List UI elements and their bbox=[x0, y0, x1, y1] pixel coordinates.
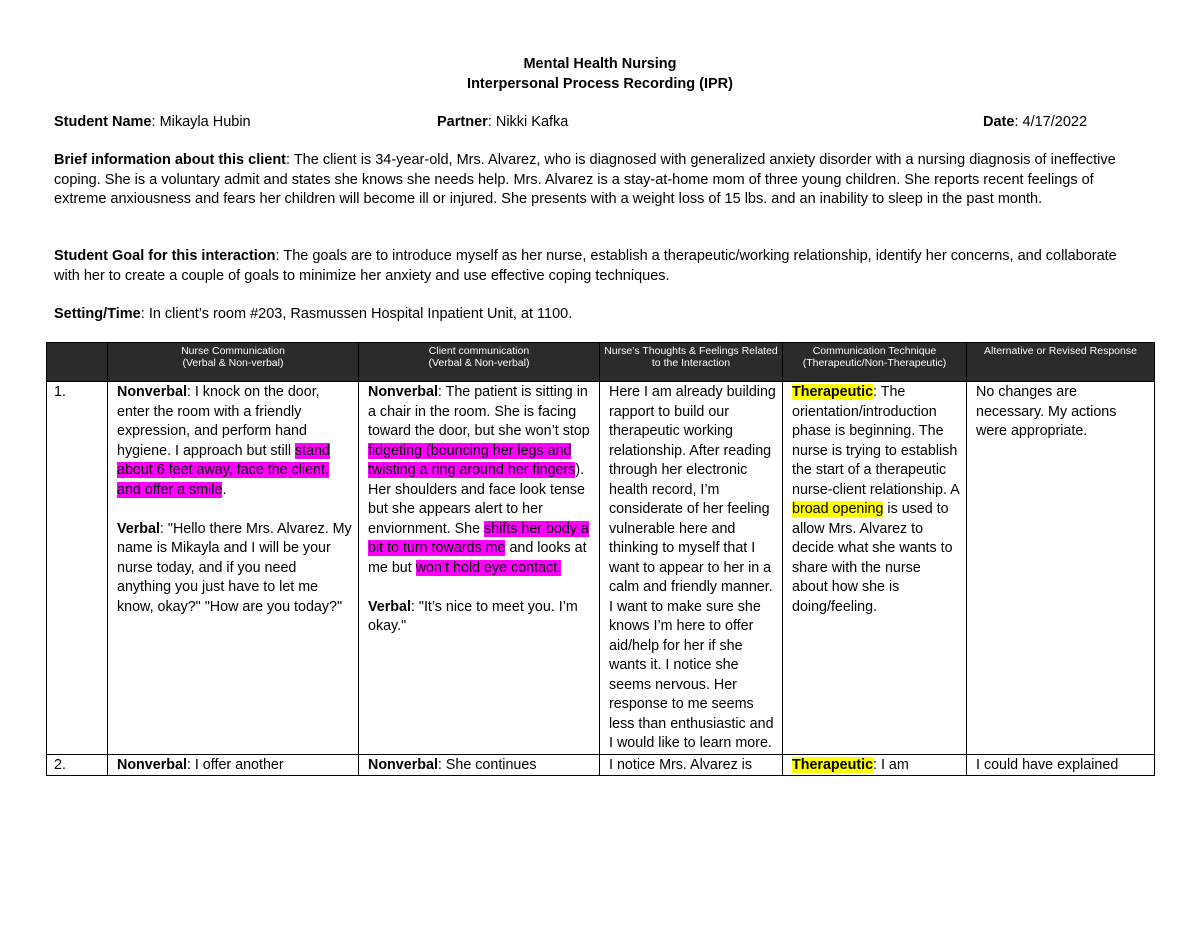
alternative-response-cell: I could have explained bbox=[967, 754, 1155, 776]
client-nonverbal-highlight-shifts: shifts her body a bit to turn towards me bbox=[368, 520, 589, 556]
document-subtitle: Interpersonal Process Recording (IPR) bbox=[467, 76, 733, 92]
student-name-line: Student Name: Mikayla Hubin bbox=[54, 114, 251, 130]
setting-time-paragraph: Setting/Time: In client’s room #203, Rasmussen Hospital Inpatient Unit, at 1100. bbox=[54, 306, 573, 322]
client-communication-cell bbox=[359, 382, 600, 755]
document-title: Mental Health Nursing bbox=[523, 56, 677, 72]
row-number: 1. bbox=[47, 382, 108, 755]
header-client-communication-title: Client communication bbox=[428, 345, 530, 357]
header-nurse-thoughts-title: Nurse’s Thoughts & Feelings Related to the Interaction bbox=[604, 345, 778, 369]
communication-technique-cell bbox=[783, 754, 967, 776]
nurse-communication-cell bbox=[108, 754, 359, 776]
nurse-nonverbal-end: . bbox=[222, 481, 227, 498]
nurse-communication-cell bbox=[108, 382, 359, 755]
student-goal-label: Student Goal for this interaction bbox=[54, 248, 276, 264]
header-number bbox=[47, 343, 108, 382]
technique-text-2: is used to allow Mrs. Alvarez to decide what she wants to share with the nurse about how she is doing/feeling. bbox=[792, 501, 953, 615]
client-nonverbal-text: : She continues bbox=[437, 756, 537, 773]
partner-name: Nikki Kafka bbox=[495, 114, 569, 130]
header-client-communication bbox=[359, 343, 600, 382]
client-nonverbal-text-2: ). Her shoulders and face look tense but she appears alert to her enviornment. She bbox=[368, 462, 585, 537]
client-nonverbal-highlight-eye-contact: won’t hold eye contact. bbox=[415, 559, 562, 576]
partner-label: Partner bbox=[437, 114, 488, 130]
client-verbal bbox=[368, 598, 593, 637]
nurse-verbal bbox=[117, 520, 352, 618]
client-nonverbal bbox=[368, 383, 593, 578]
technique-text: : I am bbox=[873, 756, 909, 773]
setting-time-label: Setting/Time bbox=[54, 306, 141, 322]
student-goal-text: The goals are to introduce myself as her nurse, establish a therapeutic/working relationship, identify her concerns, and collaborate with her to create a couple of goals to minimize her anxiety and use effective coping techniques. bbox=[54, 248, 1117, 284]
header-client-communication-sub: (Verbal & Non-verbal) bbox=[428, 357, 530, 369]
header-nurse-communication-title: Nurse Communication bbox=[181, 345, 285, 357]
client-nonverbal-text-3: and looks at me but bbox=[368, 540, 587, 576]
technique-text: : The orientation/introduction phase is beginning. The nurse is trying to establish the start of a therapeutic nurse-client relationship. A bbox=[792, 384, 959, 498]
brief-info-paragraph: Brief information about this client: The client is 34-year-old, Mrs. Alvarez, who is diagnosed with generalized anxiety disorder with a nursing diagnosis of ineffective coping. She is a voluntary admit and states she knows she needs help. Mrs. Alvarez is a stay-at-home mom of three young children. She reports recent feelings of extreme anxiousness and fears her children will become ill or injured. She presents with a weight loss of 15 lbs. and an inability to sleep in the past month. bbox=[54, 152, 1116, 208]
nurse-verbal-label: Verbal bbox=[117, 520, 160, 537]
nurse-verbal-text: : "Hello there Mrs. Alvarez. My name is Mikayla and I will be your nurse today, and if you need anything you just have to let me know, okay?" "How are you today?" bbox=[117, 520, 352, 615]
header-communication-technique bbox=[783, 343, 967, 382]
nurse-nonverbal-highlight: stand about 6 feet away, face the client, and offer a smile bbox=[117, 442, 331, 498]
row-number: 2. bbox=[47, 754, 108, 776]
client-verbal-text: : "It’s nice to meet you. I’m okay." bbox=[368, 598, 578, 634]
nurse-nonverbal bbox=[117, 383, 352, 500]
communication-technique-cell bbox=[783, 382, 967, 755]
date-label: Date bbox=[983, 114, 1015, 130]
nurse-thoughts-cell: I notice Mrs. Alvarez is bbox=[600, 754, 783, 776]
nurse-nonverbal-text: : I offer another bbox=[186, 756, 284, 773]
technique-label-highlight: Therapeutic bbox=[792, 384, 874, 400]
nurse-nonverbal-label: Nonverbal bbox=[117, 384, 187, 400]
client-nonverbal-highlight-fidgeting: fidgeting (bouncing her legs and twisting a ring around her fingers bbox=[368, 442, 576, 478]
ipr-table bbox=[46, 342, 1155, 776]
nurse-thoughts-cell: Here I am already building rapport to build our therapeutic working relationship. After reading through her electronic health record, I’m considerate of her feeling vulnerable here and thinking to myself that I want to appear to her in a calm and friendly manner. I want to make sure she knows I’m here to offer aid/help for her if she wants it. I notice she seems nervous. Her response to me seems less than enthusiastic and I would like to learn more. bbox=[600, 382, 783, 755]
table-row bbox=[47, 382, 1155, 755]
client-nonverbal-label: Nonverbal bbox=[368, 384, 438, 400]
technique-label-highlight: Therapeutic bbox=[792, 756, 874, 773]
client-communication-cell bbox=[359, 754, 600, 776]
technique-highlight-broad-opening: broad opening bbox=[792, 501, 884, 517]
header-communication-technique-sub: (Therapeutic/Non-Therapeutic) bbox=[802, 357, 947, 369]
student-name-label: Student Name bbox=[54, 114, 152, 130]
table-row bbox=[47, 754, 1155, 776]
nurse-nonverbal-text: : I knock on the door, enter the room with a friendly expression, and perform hand hygiene. I approach but still bbox=[117, 384, 320, 459]
header-alternative-response-title: Alternative or Revised Response bbox=[984, 345, 1137, 357]
student-name: Mikayla Hubin bbox=[159, 114, 251, 130]
brief-info-label: Brief information about this client bbox=[54, 152, 287, 168]
student-goal-paragraph: Student Goal for this interaction: The goals are to introduce myself as her nurse, establish a therapeutic/working relationship, identify her concerns, and collaborate with her to create a couple of goals to minimize her anxiety and use effective coping techniques. bbox=[54, 248, 1117, 284]
setting-time-text: In client’s room #203, Rasmussen Hospital Inpatient Unit, at 1100. bbox=[148, 306, 573, 322]
date-value: 4/17/2022 bbox=[1022, 114, 1088, 130]
alternative-response-cell: No changes are necessary. My actions were appropriate. bbox=[967, 382, 1155, 755]
client-verbal-label: Verbal bbox=[368, 598, 411, 615]
header-nurse-communication bbox=[108, 343, 359, 382]
client-nonverbal-label: Nonverbal bbox=[368, 756, 438, 773]
partner-line: Partner: Nikki Kafka bbox=[437, 114, 569, 130]
brief-info-text: The client is 34-year-old, Mrs. Alvarez, who is diagnosed with generalized anxiety disorder with a nursing diagnosis of ineffective coping. She is a voluntary admit and states she knows she needs help. Mrs. Alvarez is a stay-at-home mom of three young children. She reports recent feelings of extreme anxiousness and fears her children will become ill or injured. She presents with a weight loss of 15 lbs. and an inability to sleep in the past month. bbox=[54, 152, 1116, 208]
client-nonverbal-text: : The patient is sitting in a chair in the room. She is facing toward the door, but she won’t stop bbox=[368, 384, 590, 439]
table-header-row bbox=[47, 343, 1155, 382]
nurse-nonverbal-label: Nonverbal bbox=[117, 756, 187, 773]
header-alternative-response bbox=[967, 343, 1155, 382]
header-nurse-thoughts bbox=[600, 343, 783, 382]
header-communication-technique-title: Communication Technique bbox=[812, 345, 937, 357]
header-nurse-communication-sub: (Verbal & Non-verbal) bbox=[182, 357, 284, 369]
date-line: Date: 4/17/2022 bbox=[983, 114, 1088, 130]
